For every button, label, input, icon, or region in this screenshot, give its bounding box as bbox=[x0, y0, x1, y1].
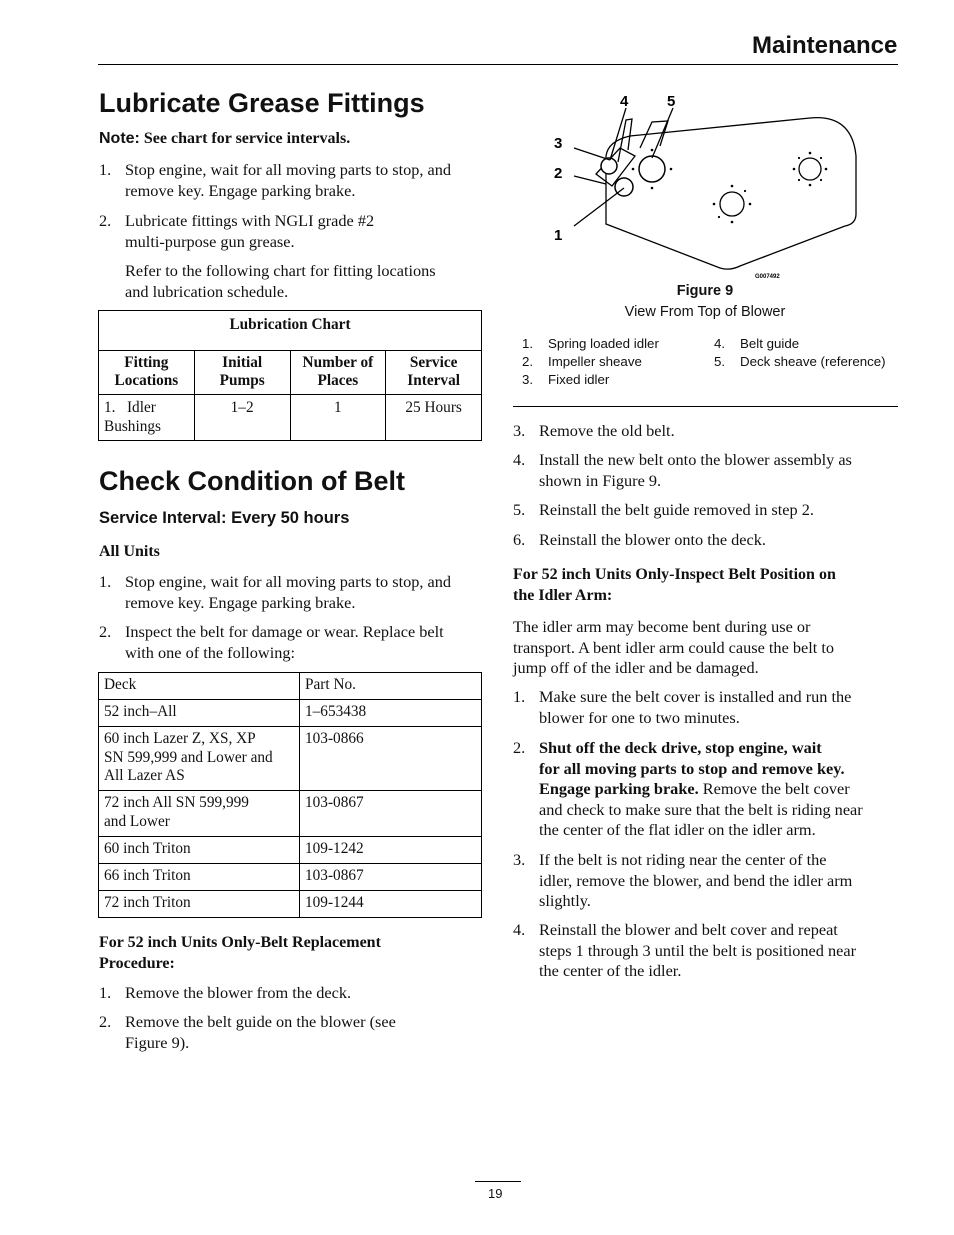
step-number: 5. bbox=[513, 500, 526, 519]
lubricate-title: Lubricate Grease Fittings bbox=[99, 88, 425, 118]
figure-caption: Figure 9 bbox=[676, 283, 734, 299]
step-line: multi-purpose gun grease. bbox=[125, 231, 295, 251]
step-line-rest: Remove the belt cover bbox=[698, 779, 850, 798]
impeller-sheave-icon bbox=[639, 156, 665, 182]
step-line: shown in Figure 9. bbox=[539, 470, 662, 490]
step-line: idler, remove the blower, and bend the idler arm bbox=[539, 870, 853, 890]
right-step-5 bbox=[513, 500, 903, 521]
step-line: Remove the belt guide on the blower (see bbox=[125, 1012, 396, 1031]
header-rule bbox=[98, 64, 898, 65]
step-line: remove key. Engage parking brake. bbox=[125, 180, 356, 200]
belt-title: Check Condition of Belt bbox=[99, 466, 405, 496]
step-line: Reinstall the belt guide removed in step 2. bbox=[539, 500, 814, 519]
step-line: slightly. bbox=[539, 891, 591, 910]
table-row bbox=[99, 700, 482, 727]
cell-deck: 72 inch All SN 599,999 and Lower bbox=[99, 791, 300, 837]
step-number: 4. bbox=[513, 450, 526, 469]
figure-subcaption: View From Top of Blower bbox=[624, 304, 786, 320]
step-number: 3. bbox=[513, 850, 526, 869]
refer-line: and lubrication schedule. bbox=[125, 281, 289, 301]
step-line-bold: Shut off the deck drive, stop engine, wait bbox=[539, 738, 822, 757]
paragraph-line: The idler arm may become bent during use or bbox=[513, 617, 811, 636]
table-row bbox=[99, 864, 482, 891]
step-line: steps 1 through 3 until the belt is positioned near bbox=[539, 940, 856, 960]
step-line: Lubricate fittings with NGLI grade #2 bbox=[125, 211, 375, 230]
lubricate-step-1 bbox=[99, 160, 489, 202]
step-line-bold: for all moving parts to stop and remove key. bbox=[539, 758, 845, 778]
step-number: 1. bbox=[513, 687, 526, 706]
step-line: Stop engine, wait for all moving parts to stop, and bbox=[125, 160, 452, 179]
cell-deck: 52 inch–All bbox=[99, 700, 300, 727]
idler-paragraph bbox=[513, 617, 834, 679]
step-number: 1. bbox=[99, 983, 112, 1002]
figure-code: G007492 bbox=[755, 274, 780, 280]
lubrication-chart-caption: Lubrication Chart bbox=[99, 311, 482, 351]
callout-3: 3 bbox=[554, 135, 563, 152]
deck-sheave-icon bbox=[720, 192, 744, 216]
cell-deck: 60 inch Lazer Z, XS, XP SN 599,999 and Lower and All Lazer AS bbox=[99, 727, 300, 791]
callout-5: 5 bbox=[667, 93, 676, 110]
header-fitting-locations: Fitting Locations bbox=[99, 351, 195, 395]
step-line-bold: Engage parking brake. bbox=[539, 779, 699, 798]
step-number: 6. bbox=[513, 530, 526, 549]
step-line: Inspect the belt for damage or wear. Replace belt bbox=[125, 622, 444, 641]
step-line: Remove the old belt. bbox=[539, 421, 675, 440]
belt-step-1 bbox=[99, 572, 489, 614]
lubricate-step-2 bbox=[99, 211, 489, 253]
step-number: 1. bbox=[99, 572, 112, 591]
paragraph-line: transport. A bent idler arm could cause the belt to bbox=[513, 637, 835, 657]
step-number: 2. bbox=[513, 738, 526, 757]
step-line: Reinstall the blower and belt cover and repeat bbox=[539, 920, 838, 939]
step-number: 4. bbox=[513, 920, 526, 939]
header-service-interval: Service Interval bbox=[386, 351, 482, 395]
cell-interval: 25 Hours bbox=[386, 395, 482, 441]
replacement-heading: For 52 inch Units Only-Belt Replacement Procedure: bbox=[99, 934, 381, 972]
callout-2: 2 bbox=[554, 165, 563, 182]
step-line: Make sure the belt cover is installed and run the bbox=[539, 687, 852, 706]
cell-part: 103-0867 bbox=[300, 864, 482, 891]
table-header-row bbox=[99, 673, 482, 700]
step-line: and check to make sure that the belt is riding near bbox=[539, 799, 863, 819]
step-number: 2. bbox=[99, 1012, 112, 1031]
step-line: Install the new belt onto the blower assembly as bbox=[539, 450, 852, 469]
right-step-4 bbox=[513, 450, 903, 492]
belt-part-table bbox=[98, 672, 482, 918]
table-row bbox=[99, 395, 482, 441]
cell-deck: 66 inch Triton bbox=[99, 864, 300, 891]
all-units-heading: All Units bbox=[99, 543, 160, 560]
table-row bbox=[99, 727, 482, 791]
idler-step-2 bbox=[513, 738, 903, 839]
step-line: Figure 9). bbox=[125, 1032, 190, 1052]
header-number-of-places: Number of Places bbox=[290, 351, 386, 395]
idler-step-1 bbox=[513, 687, 903, 729]
right-step-6 bbox=[513, 530, 903, 551]
idler-heading: For 52 inch Units Only-Inspect Belt Position on the Idler Arm: bbox=[513, 566, 836, 604]
replacement-step-1 bbox=[99, 983, 489, 1004]
cell-places: 1 bbox=[290, 395, 386, 441]
idler-step-3 bbox=[513, 850, 903, 913]
step-line: If the belt is not riding near the center of the bbox=[539, 850, 827, 869]
replacement-step-2 bbox=[99, 1012, 489, 1054]
step-line: Reinstall the blower onto the deck. bbox=[539, 530, 766, 549]
step-line: the center of the flat idler on the idler arm. bbox=[539, 820, 816, 839]
fixed-idler-icon bbox=[601, 158, 617, 174]
header-initial-pumps: Initial Pumps bbox=[194, 351, 290, 395]
section-header: Maintenance bbox=[752, 32, 898, 59]
cell-pumps: 1–2 bbox=[194, 395, 290, 441]
cell-part: 109-1242 bbox=[300, 837, 482, 864]
header-part-no: Part No. bbox=[300, 673, 482, 700]
callout-1: 1 bbox=[554, 227, 563, 244]
step-number: 1. bbox=[99, 160, 112, 179]
figure-divider bbox=[513, 406, 898, 407]
callout-4: 4 bbox=[620, 93, 629, 110]
step-number: 2. bbox=[99, 211, 112, 230]
note bbox=[99, 130, 350, 148]
step-number: 3. bbox=[513, 421, 526, 440]
cell-location: 1. Idler Bushings bbox=[99, 395, 195, 441]
step-line: remove key. Engage parking brake. bbox=[125, 592, 356, 612]
right-step-3 bbox=[513, 421, 903, 442]
table-row bbox=[99, 837, 482, 864]
cell-part: 109-1244 bbox=[300, 891, 482, 918]
note-label: Note: bbox=[99, 130, 140, 147]
step-line: Remove the blower from the deck. bbox=[125, 983, 352, 1002]
cell-part: 1–653438 bbox=[300, 700, 482, 727]
step-number: 2. bbox=[99, 622, 112, 641]
blower-figure bbox=[540, 86, 870, 286]
step-line: with one of the following: bbox=[125, 642, 296, 662]
idler-step-4 bbox=[513, 920, 903, 983]
paragraph-line: jump off of the idler and be damaged. bbox=[513, 658, 759, 677]
table-row bbox=[99, 791, 482, 837]
cell-deck: 72 inch Triton bbox=[99, 891, 300, 918]
service-interval: Service Interval: Every 50 hours bbox=[99, 509, 350, 527]
belt-step-2 bbox=[99, 622, 489, 664]
refer-paragraph bbox=[125, 261, 436, 302]
header-deck: Deck bbox=[99, 673, 300, 700]
page-number-rule bbox=[475, 1181, 521, 1182]
step-line: Stop engine, wait for all moving parts to stop, and bbox=[125, 572, 452, 591]
cell-part: 103-0866 bbox=[300, 727, 482, 791]
page-number: 19 bbox=[488, 1186, 503, 1201]
note-text: See chart for service intervals. bbox=[143, 130, 351, 147]
refer-line: Refer to the following chart for fitting locations bbox=[125, 261, 436, 280]
cell-part: 103-0867 bbox=[300, 791, 482, 837]
cell-deck: 60 inch Triton bbox=[99, 837, 300, 864]
table-row bbox=[99, 891, 482, 918]
lubrication-chart bbox=[98, 310, 482, 441]
step-line: blower for one to two minutes. bbox=[539, 707, 740, 727]
step-line: the center of the idler. bbox=[539, 961, 682, 980]
right-sheave-icon bbox=[799, 158, 821, 180]
